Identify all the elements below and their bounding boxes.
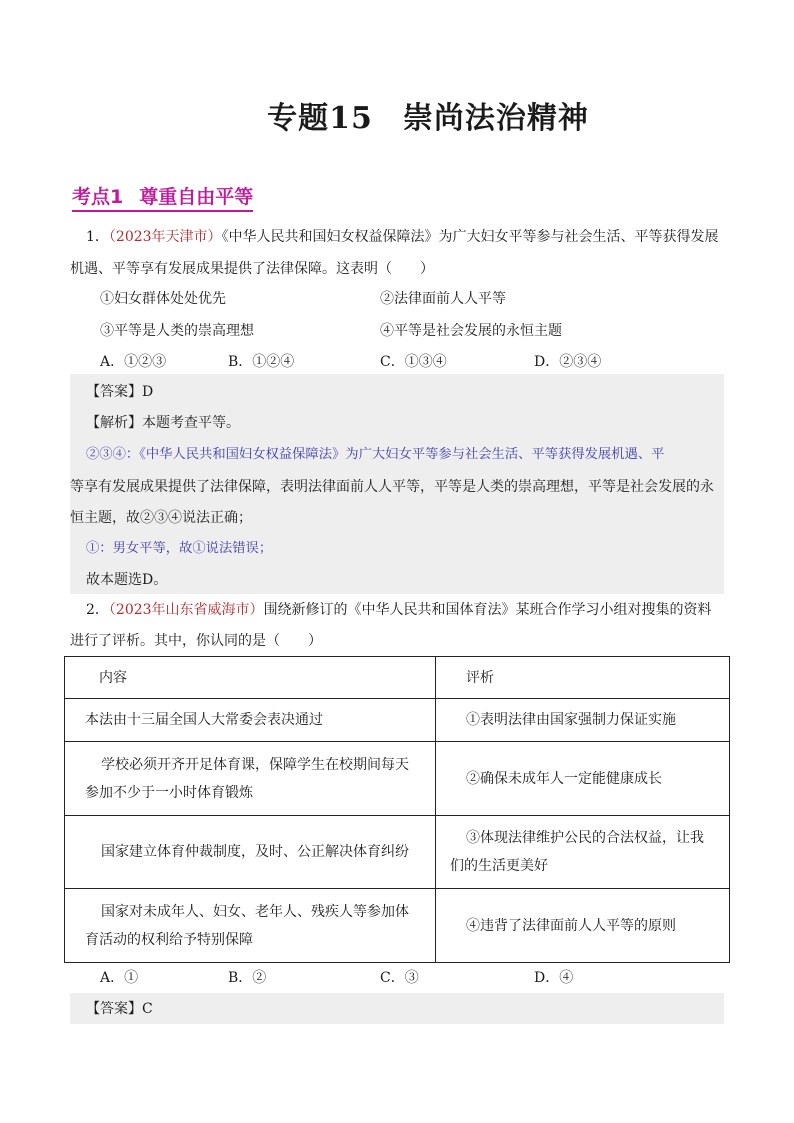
table-cell-content: 学校必须开齐开足体育课，保障学生在校期间每天参加不少于一小时体育锻炼 (65, 742, 436, 816)
q1-choice-d: D．②③④ (534, 354, 602, 370)
section-heading (72, 185, 253, 212)
q2-stem-line1: 2．（2023年山东省威海市）围绕新修订的《中华人民共和国体育法》某班合作学习小组对搜集的资料 (86, 602, 712, 618)
q1-choice-c: C．①③④ (380, 354, 447, 370)
table-row (65, 889, 730, 963)
q1-statement-2: ②法律面前人人平等 (380, 291, 506, 307)
q1-analysis-line3: 恒主题，故②③④说法正确； (70, 510, 252, 526)
q2-stem-line2: 进行了评析。其中，你认同的是（ ） (70, 633, 322, 649)
q2-source: （2023年山东省威海市） (108, 602, 264, 618)
q1-analysis-line2: 等享有发展成果提供了法律保障，表明法律面前人人平等，平等是人类的崇高理想，平等是社会发展的永 (70, 479, 714, 495)
table-cell-analysis: ④违背了法律面前人人平等的原则 (436, 889, 730, 963)
section-name: 尊重自由平等 (139, 186, 254, 208)
table-row (65, 699, 730, 742)
table-cell-content: 本法由十三届全国人大常委会表决通过 (65, 699, 436, 742)
page-title (0, 93, 794, 137)
table-cell-content: 国家建立体育仲裁制度，及时、公正解决体育纠纷 (65, 816, 436, 889)
title-topic-number: 专题15 (267, 101, 373, 136)
q1-source: （2023年天津市） (108, 229, 222, 245)
q2-choice-b: B．② (228, 970, 267, 986)
table-cell-analysis: ②确保未成年人一定能健康成长 (436, 742, 730, 816)
q1-conclusion: 故本题选D。 (86, 572, 168, 588)
q1-analysis-intro: 【解析】本题考查平等。 (86, 415, 240, 431)
q1-statement-3: ③平等是人类的崇高理想 (100, 323, 254, 339)
q2-answer: 【答案】C (86, 1001, 153, 1017)
q1-stem-line1: 1．（2023年天津市）《中华人民共和国妇女权益保障法》为广大妇女平等参与社会生活、平等获得发展 (86, 229, 719, 245)
q1-choice-a: A．①②③ (100, 354, 167, 370)
q1-statement-4: ④平等是社会发展的永恒主题 (380, 323, 562, 339)
table-row (65, 816, 730, 889)
table-row (65, 742, 730, 816)
q1-statement-1: ①妇女群体处处优先 (100, 291, 226, 307)
q1-choice-b: B．①②④ (228, 354, 295, 370)
table-cell-analysis: ①表明法律由国家强制力保证实施 (436, 699, 730, 742)
q2-choice-a: A．① (100, 970, 139, 986)
q2-choice-d: D．④ (534, 970, 574, 986)
q1-answer: 【答案】D (86, 384, 154, 400)
table-header-analysis: 评析 (436, 657, 730, 699)
table-header-row (65, 657, 730, 699)
q2-choice-c: C．③ (380, 970, 419, 986)
section-number: 考点1 (72, 186, 124, 208)
q1-stem-line2: 机遇、平等享有发展成果提供了法律保障。这表明（ ） (70, 261, 434, 277)
q1-analysis-line4: ①：男女平等，故①说法错误； (86, 541, 273, 556)
table-header-content: 内容 (65, 657, 436, 699)
q2-table (64, 656, 730, 963)
title-topic-name: 崇尚法治精神 (402, 101, 589, 136)
table-cell-content: 国家对未成年人、妇女、老年人、残疾人等参加体育活动的权利给予特别保障 (65, 889, 436, 963)
q1-analysis-line1: ②③④：《中华人民共和国妇女权益保障法》为广大妇女平等参与社会生活、平等获得发展机遇、平 (86, 447, 665, 462)
table-cell-analysis: ③体现法律维护公民的合法权益，让我们的生活更美好 (436, 816, 730, 889)
q2-answer-block (70, 993, 724, 1024)
